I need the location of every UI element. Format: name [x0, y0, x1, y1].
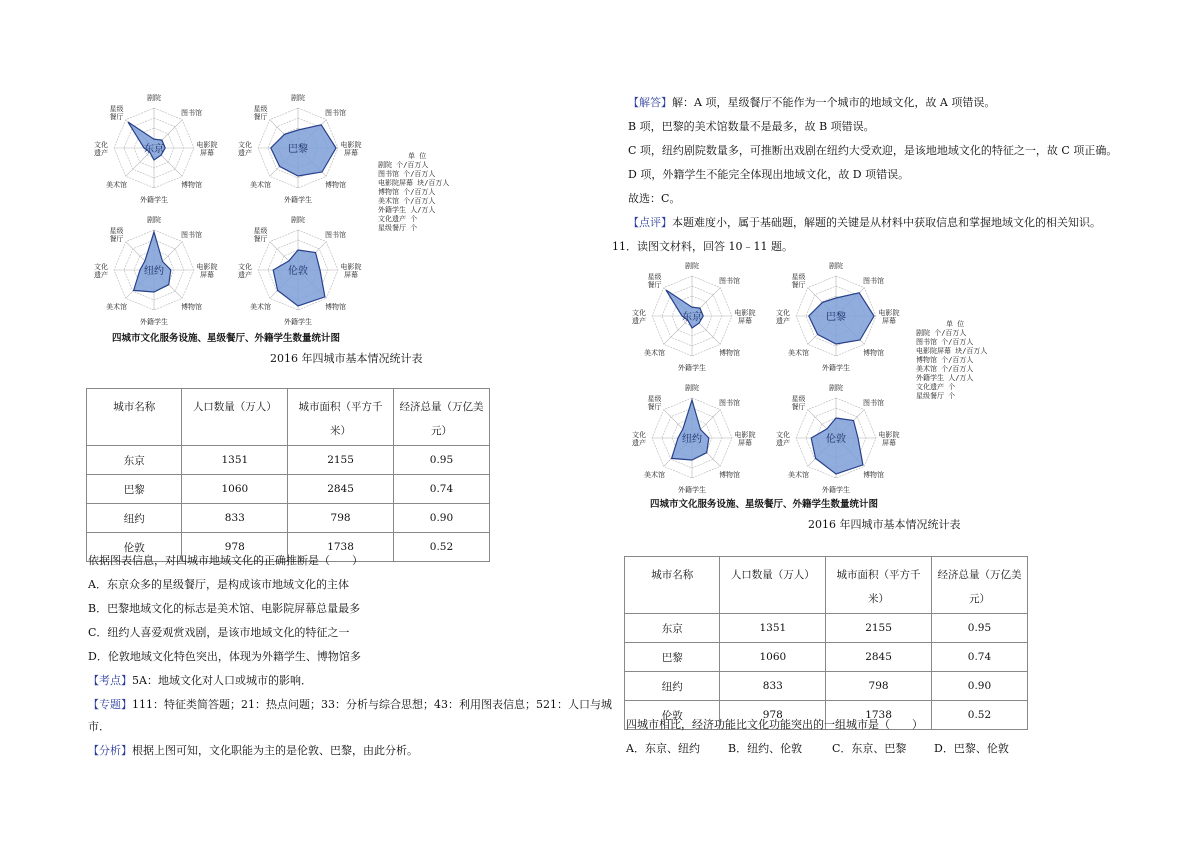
radar-axis-label: 剧院 — [147, 216, 161, 224]
radar-axis-label: 外籍学生 — [140, 196, 168, 204]
table-header: 人口数量（万人） — [720, 557, 826, 614]
legend-row: 图书馆 个/百万人 — [916, 338, 974, 346]
radar-axis-label: 剧院 — [829, 384, 843, 392]
radar-axis-label: 电影院屏幕 — [878, 309, 900, 325]
zhuanti-tag: 【专题】 — [88, 698, 132, 711]
radar-axis-label: 电影院屏幕 — [340, 141, 362, 157]
table-header: 城市名称 — [625, 557, 720, 614]
table-header-row — [625, 557, 1028, 614]
table-cell: 2845 — [288, 475, 394, 504]
radar-axis-label: 电影院屏幕 — [734, 309, 756, 325]
radar-city-name: 伦敦 — [288, 266, 308, 277]
question-text-right: 四城市相比，经济功能比文化功能突出的一组城市是（ ） — [626, 718, 923, 731]
legend-row: 星级餐厅 个 — [916, 392, 956, 400]
table-row — [625, 614, 1028, 643]
radar-axis-label: 星级餐厅 — [253, 104, 268, 121]
answer-choice: 故选：C。 — [628, 192, 681, 205]
radar-axis-label: 星级餐厅 — [109, 104, 124, 121]
radar-series-纽约 — [134, 232, 171, 292]
table-header: 城市名称 — [87, 389, 182, 446]
radar-axis-label: 博物馆 — [325, 181, 346, 190]
radar-axis-label: 剧院 — [147, 94, 161, 102]
table-header: 经济总量（万亿美 元） — [931, 557, 1027, 614]
radar-axis-label: 星级餐厅 — [647, 394, 662, 411]
city-table-left — [86, 388, 490, 562]
radar-chart — [776, 261, 900, 372]
radar-axis-label: 星级餐厅 — [791, 394, 806, 411]
radar-chart — [776, 383, 900, 494]
radar-axis-label: 星级餐厅 — [791, 272, 806, 289]
table-cell: 1738 — [826, 701, 932, 730]
radar-city-name: 巴黎 — [826, 312, 846, 323]
table-caption-left: 2016 年四城市基本情况统计表 — [270, 352, 423, 365]
table-cell: 2845 — [826, 643, 932, 672]
radar-axis-label: 外籍学生 — [822, 486, 850, 494]
city-table-right — [624, 556, 1028, 730]
table-cell: 798 — [826, 672, 932, 701]
radar-axis-label: 剧院 — [291, 94, 305, 102]
jieda-text: 解：A 项，星级餐厅不能作为一个城市的地域文化，故 A 项错误。 — [672, 96, 996, 109]
radar-chart — [94, 93, 218, 204]
legend-row: 美术馆 个/百万人 — [378, 197, 436, 205]
radar-series-伦敦 — [273, 250, 325, 306]
radar-axis-label: 图书馆 — [181, 230, 202, 239]
option-a-right: A．东京、纽约 — [626, 742, 700, 755]
table-cell: 东京 — [625, 614, 720, 643]
zhuanti-text: 111：特征类简答题；21：热点问题；33：分析与综合思想；43：利用图表信息；521：人口与城 — [132, 698, 612, 711]
radar-axis-label: 文化遗产 — [94, 263, 108, 279]
radar-axis-label: 美术馆 — [106, 303, 127, 312]
kaodian-tag: 【考点】 — [88, 674, 132, 687]
radar-chart — [632, 383, 756, 494]
table-cell: 833 — [720, 672, 826, 701]
legend-title: 单 位 — [408, 152, 427, 160]
radar-axis-label: 文化遗产 — [776, 431, 790, 447]
radar-city-name: 纽约 — [682, 434, 702, 445]
table-cell: 0.90 — [393, 504, 489, 533]
table-row — [87, 475, 490, 504]
option-c: C．纽约人喜爱观赏戏剧，是该市地域文化的特征之一 — [88, 626, 350, 639]
radar-axis-label: 图书馆 — [325, 230, 346, 239]
fenxi-line — [88, 744, 418, 758]
table-cell: 1060 — [720, 643, 826, 672]
table-header: 人口数量（万人） — [182, 389, 288, 446]
radar-axis-label: 电影院屏幕 — [196, 263, 218, 279]
radar-axis-label: 图书馆 — [181, 108, 202, 117]
radar-axis-label: 美术馆 — [788, 349, 809, 358]
table-cell: 伦敦 — [625, 701, 720, 730]
kaodian-text: 5A：地域文化对人口或城市的影响． — [132, 674, 312, 687]
radar-axis-label: 美术馆 — [644, 349, 665, 358]
radar-axis-label: 剧院 — [829, 262, 843, 270]
radar-axis-label: 博物馆 — [719, 471, 740, 480]
radar-axis-label: 文化遗产 — [776, 309, 790, 325]
radar-axis-label: 电影院屏幕 — [196, 141, 218, 157]
radar-axis-label: 美术馆 — [250, 303, 271, 312]
table-cell: 1060 — [182, 475, 288, 504]
table-cell: 伦敦 — [87, 533, 182, 562]
radar-axis-label: 电影院屏幕 — [340, 263, 362, 279]
legend-title: 单 位 — [946, 320, 965, 328]
radar-chart — [238, 93, 362, 204]
radar-chart — [238, 215, 362, 326]
table-header-row — [87, 389, 490, 446]
radar-axis-label: 外籍学生 — [284, 318, 312, 326]
legend-row: 文化遗产 个 — [378, 215, 418, 223]
table-caption-right: 2016 年四城市基本情况统计表 — [808, 518, 961, 531]
radar-axis-label: 剧院 — [685, 384, 699, 392]
table-cell: 1351 — [720, 614, 826, 643]
table-cell: 0.95 — [931, 614, 1027, 643]
table-cell: 978 — [182, 533, 288, 562]
table-cell: 0.74 — [931, 643, 1027, 672]
radar-axis-label: 图书馆 — [325, 108, 346, 117]
radar-axis-label: 剧院 — [291, 216, 305, 224]
table-cell: 1738 — [288, 533, 394, 562]
table-cell: 0.90 — [931, 672, 1027, 701]
radar-series-伦敦 — [811, 418, 863, 474]
radar-axis-label: 图书馆 — [719, 398, 740, 407]
radar-city-name: 巴黎 — [288, 144, 308, 155]
legend-row: 博物馆 个/百万人 — [916, 356, 974, 364]
dianping-line — [628, 216, 1101, 230]
radar-axis-label: 外籍学生 — [678, 364, 706, 372]
radar-city-name: 东京 — [682, 312, 702, 323]
zhuanti-line — [88, 698, 612, 712]
dianping-tag: 【点评】 — [628, 216, 672, 229]
radar-axis-label: 文化遗产 — [632, 431, 646, 447]
kaodian-line — [88, 674, 312, 688]
option-d: D．伦敦地域文化特色突出，体现为外籍学生、博物馆多 — [88, 650, 361, 663]
radar-axis-label: 博物馆 — [181, 303, 202, 312]
legend-row: 图书馆 个/百万人 — [378, 170, 436, 178]
radar-axis-label: 剧院 — [685, 262, 699, 270]
legend-row: 文化遗产 个 — [916, 383, 956, 391]
radar-axis-label: 美术馆 — [250, 181, 271, 190]
table-cell: 巴黎 — [87, 475, 182, 504]
question-text: 依据图表信息，对四城市地域文化的正确推断是（ ） — [88, 554, 363, 567]
answer-c-line: C 项，纽约剧院数量多，可推断出戏剧在纽约大受欢迎，是该地地域文化的特征之一，故 C 项正确。 — [628, 144, 1118, 157]
radar-axis-label: 图书馆 — [719, 276, 740, 285]
legend-row: 外籍学生 人/万人 — [916, 374, 974, 382]
fenxi-text: 根据上图可知，文化职能为主的是伦敦、巴黎，由此分析。 — [132, 744, 418, 757]
jieda-line — [628, 96, 995, 110]
radar-axis-label: 文化遗产 — [238, 141, 252, 157]
legend-row: 外籍学生 人/万人 — [378, 206, 436, 214]
table-header: 经济总量（万亿美 元） — [393, 389, 489, 446]
radar-axis-label: 图书馆 — [863, 398, 884, 407]
table-cell: 纽约 — [87, 504, 182, 533]
answer-b-line: B 项，巴黎的美术馆数量不是最多，故 B 项错误。 — [628, 120, 875, 133]
table-cell: 2155 — [288, 446, 394, 475]
table-cell: 纽约 — [625, 672, 720, 701]
radar-axis-label: 博物馆 — [863, 471, 884, 480]
table-cell: 978 — [720, 701, 826, 730]
legend-row: 星级餐厅 个 — [378, 224, 418, 232]
table-cell: 0.95 — [393, 446, 489, 475]
radar-axis-label: 图书馆 — [863, 276, 884, 285]
radar-chart — [632, 261, 756, 372]
table-header: 城市面积（平方千 米） — [288, 389, 394, 446]
option-c-right: C．东京、巴黎 — [832, 742, 907, 755]
radar-city-name: 纽约 — [144, 266, 164, 277]
legend-row: 美术馆 个/百万人 — [916, 365, 974, 373]
option-b: B．巴黎地域文化的标志是美术馆、电影院屏幕总量最多 — [88, 602, 361, 615]
table-cell: 798 — [288, 504, 394, 533]
table-row — [625, 643, 1028, 672]
table-row — [87, 504, 490, 533]
table-cell: 833 — [182, 504, 288, 533]
radar-axis-label: 博物馆 — [719, 349, 740, 358]
table-cell: 巴黎 — [625, 643, 720, 672]
radar-axis-label: 博物馆 — [325, 303, 346, 312]
fenxi-tag: 【分析】 — [88, 744, 132, 757]
radar-chart — [94, 215, 218, 326]
radar-axis-label: 电影院屏幕 — [878, 431, 900, 447]
zhuanti-line-2: 市． — [88, 720, 110, 733]
radar-axis-label: 博物馆 — [863, 349, 884, 358]
table-header: 城市面积（平方千 米） — [826, 557, 932, 614]
question-11: 11．读图文材料，回答 10﹣11 题。 — [612, 240, 793, 253]
radar-axis-label: 博物馆 — [181, 181, 202, 190]
radar-axis-label: 美术馆 — [106, 181, 127, 190]
radar-axis-label: 电影院屏幕 — [734, 431, 756, 447]
radar-axis-label: 文化遗产 — [632, 309, 646, 325]
radar-axis-label: 星级餐厅 — [647, 272, 662, 289]
table-cell: 1351 — [182, 446, 288, 475]
radar-axis-label: 外籍学生 — [284, 196, 312, 204]
legend-row: 剧院 个/百万人 — [916, 329, 967, 337]
radar-axis-label: 外籍学生 — [140, 318, 168, 326]
radar-legend-right — [916, 320, 987, 401]
option-d-right: D．巴黎、伦敦 — [934, 742, 1009, 755]
dianping-text: 本题难度小，属于基础题，解题的关键是从材料中获取信息和掌握地域文化的相关知识。 — [672, 216, 1101, 229]
table-cell: 0.74 — [393, 475, 489, 504]
figure-caption-right: 四城市文化服务设施、星级餐厅、外籍学生数量统计图 — [650, 499, 879, 510]
radar-axis-label: 星级餐厅 — [253, 226, 268, 243]
option-a: A．东京众多的星级餐厅，是构成该市地域文化的主体 — [88, 578, 349, 591]
radar-axis-label: 文化遗产 — [94, 141, 108, 157]
radar-axis-label: 文化遗产 — [238, 263, 252, 279]
radar-city-name: 东京 — [144, 144, 164, 155]
jieda-tag: 【解答】 — [628, 96, 672, 109]
legend-row: 博物馆 个/百万人 — [378, 188, 436, 196]
option-b-right: B．纽约、伦敦 — [728, 742, 803, 755]
radar-city-name: 伦敦 — [826, 434, 846, 445]
radar-axis-label: 美术馆 — [644, 471, 665, 480]
table-cell: 东京 — [87, 446, 182, 475]
answer-d-line: D 项，外籍学生不能完全体现出地域文化，故 D 项错误。 — [628, 168, 910, 181]
figure-caption-left: 四城市文化服务设施、星级餐厅、外籍学生数量统计图 — [112, 333, 341, 344]
legend-row: 电影院屏幕 块/百万人 — [916, 347, 988, 355]
radar-axis-label: 外籍学生 — [678, 486, 706, 494]
legend-row: 剧院 个/百万人 — [378, 161, 429, 169]
legend-row: 电影院屏幕 块/百万人 — [378, 179, 450, 187]
right-radar-figure — [626, 258, 1006, 508]
table-cell: 0.52 — [393, 533, 489, 562]
radar-axis-label: 星级餐厅 — [109, 226, 124, 243]
radar-series-纽约 — [672, 400, 709, 460]
table-row — [625, 672, 1028, 701]
table-cell: 2155 — [826, 614, 932, 643]
radar-axis-label: 外籍学生 — [822, 364, 850, 372]
radar-axis-label: 美术馆 — [788, 471, 809, 480]
left-radar-figure — [88, 90, 468, 340]
radar-legend-left — [378, 152, 449, 233]
table-row — [87, 446, 490, 475]
table-cell: 0.52 — [931, 701, 1027, 730]
